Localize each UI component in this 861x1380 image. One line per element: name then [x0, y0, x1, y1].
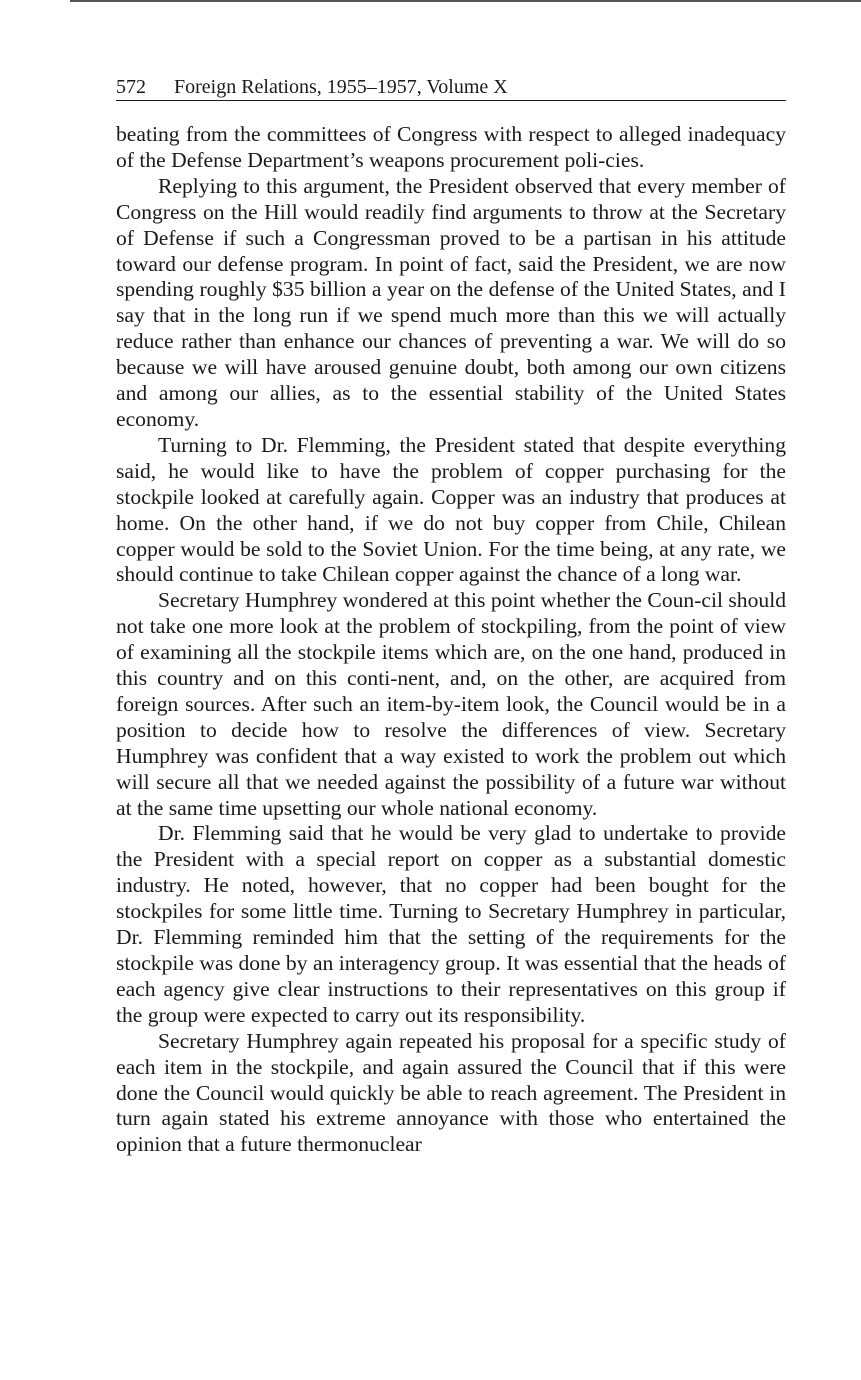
paragraph-continued: beating from the committees of Congress with respect to alleged inadequacy of the Defense Department’s weapons procurement poli-cies.	[116, 122, 786, 172]
paragraph: Dr. Flemming said that he would be very glad to undertake to provide the President with a special report on copper as a substantial domestic industry. He noted, however, that no copper had been bought for the stockpiles for some little time. Turning to Secretary Humphrey in particular, Dr. Flemming reminded him that the setting of the requirements for the stockpile was done by an interagency group. It was essential that the heads of each agency give clear instructions to their representatives on this group if the group were expected to carry out its responsibility.	[116, 821, 786, 1027]
paragraph: Replying to this argument, the President observed that every member of Congress on the Hill would readily find arguments to throw at the Secretary of Defense if such a Congressman proved to be a partisan in his attitude toward our defense program. In point of fact, said the President, we are now spending roughly $35 billion a year on the defense of the United States, and I say that in the long run if we spend much more than this we will actually reduce rather than enhance our chances of preventing a war. We will do so because we will have aroused genuine doubt, both among our own citizens and among our allies, as to the essential stability of the United States economy.	[116, 173, 786, 431]
paragraph: Secretary Humphrey again repeated his proposal for a specific study of each item in the stockpile, and again assured the Council that if this were done the Council would quickly be able to reach agreement. The President in turn again stated his extreme annoyance with those who entertained the opinion that a future thermonuclear	[116, 1028, 786, 1157]
running-title: Foreign Relations, 1955–1957, Volume X	[174, 76, 508, 98]
top-edge-rule	[70, 0, 861, 2]
paragraph: Turning to Dr. Flemming, the President stated that despite everything said, he would like to have the problem of copper purchasing for the stockpile looked at carefully again. Copper was an industry that produces at home. On the other hand, if we do not buy copper from Chile, Chilean copper would be sold to the Soviet Union. For the time being, at any rate, we should continue to take Chilean copper against the chance of a long war.	[116, 432, 786, 587]
paragraph: Secretary Humphrey wondered at this point whether the Coun-cil should not take one more look at the problem of stockpiling, from the point of view of examining all the stockpile items which are, on the one hand, produced in this country and on this conti-nent, and, on the other, are acquired from foreign sources. After such an item-by-item look, the Council would be in a position to decide how to resolve the differences of view. Secretary Humphrey was confident that a way existed to work the problem out which will secure all that we needed against the possibility of a future war without at the same time upsetting our whole national economy.	[116, 588, 786, 820]
page-number: 572	[116, 76, 146, 98]
page-header	[116, 74, 786, 101]
document-body	[116, 122, 786, 1158]
